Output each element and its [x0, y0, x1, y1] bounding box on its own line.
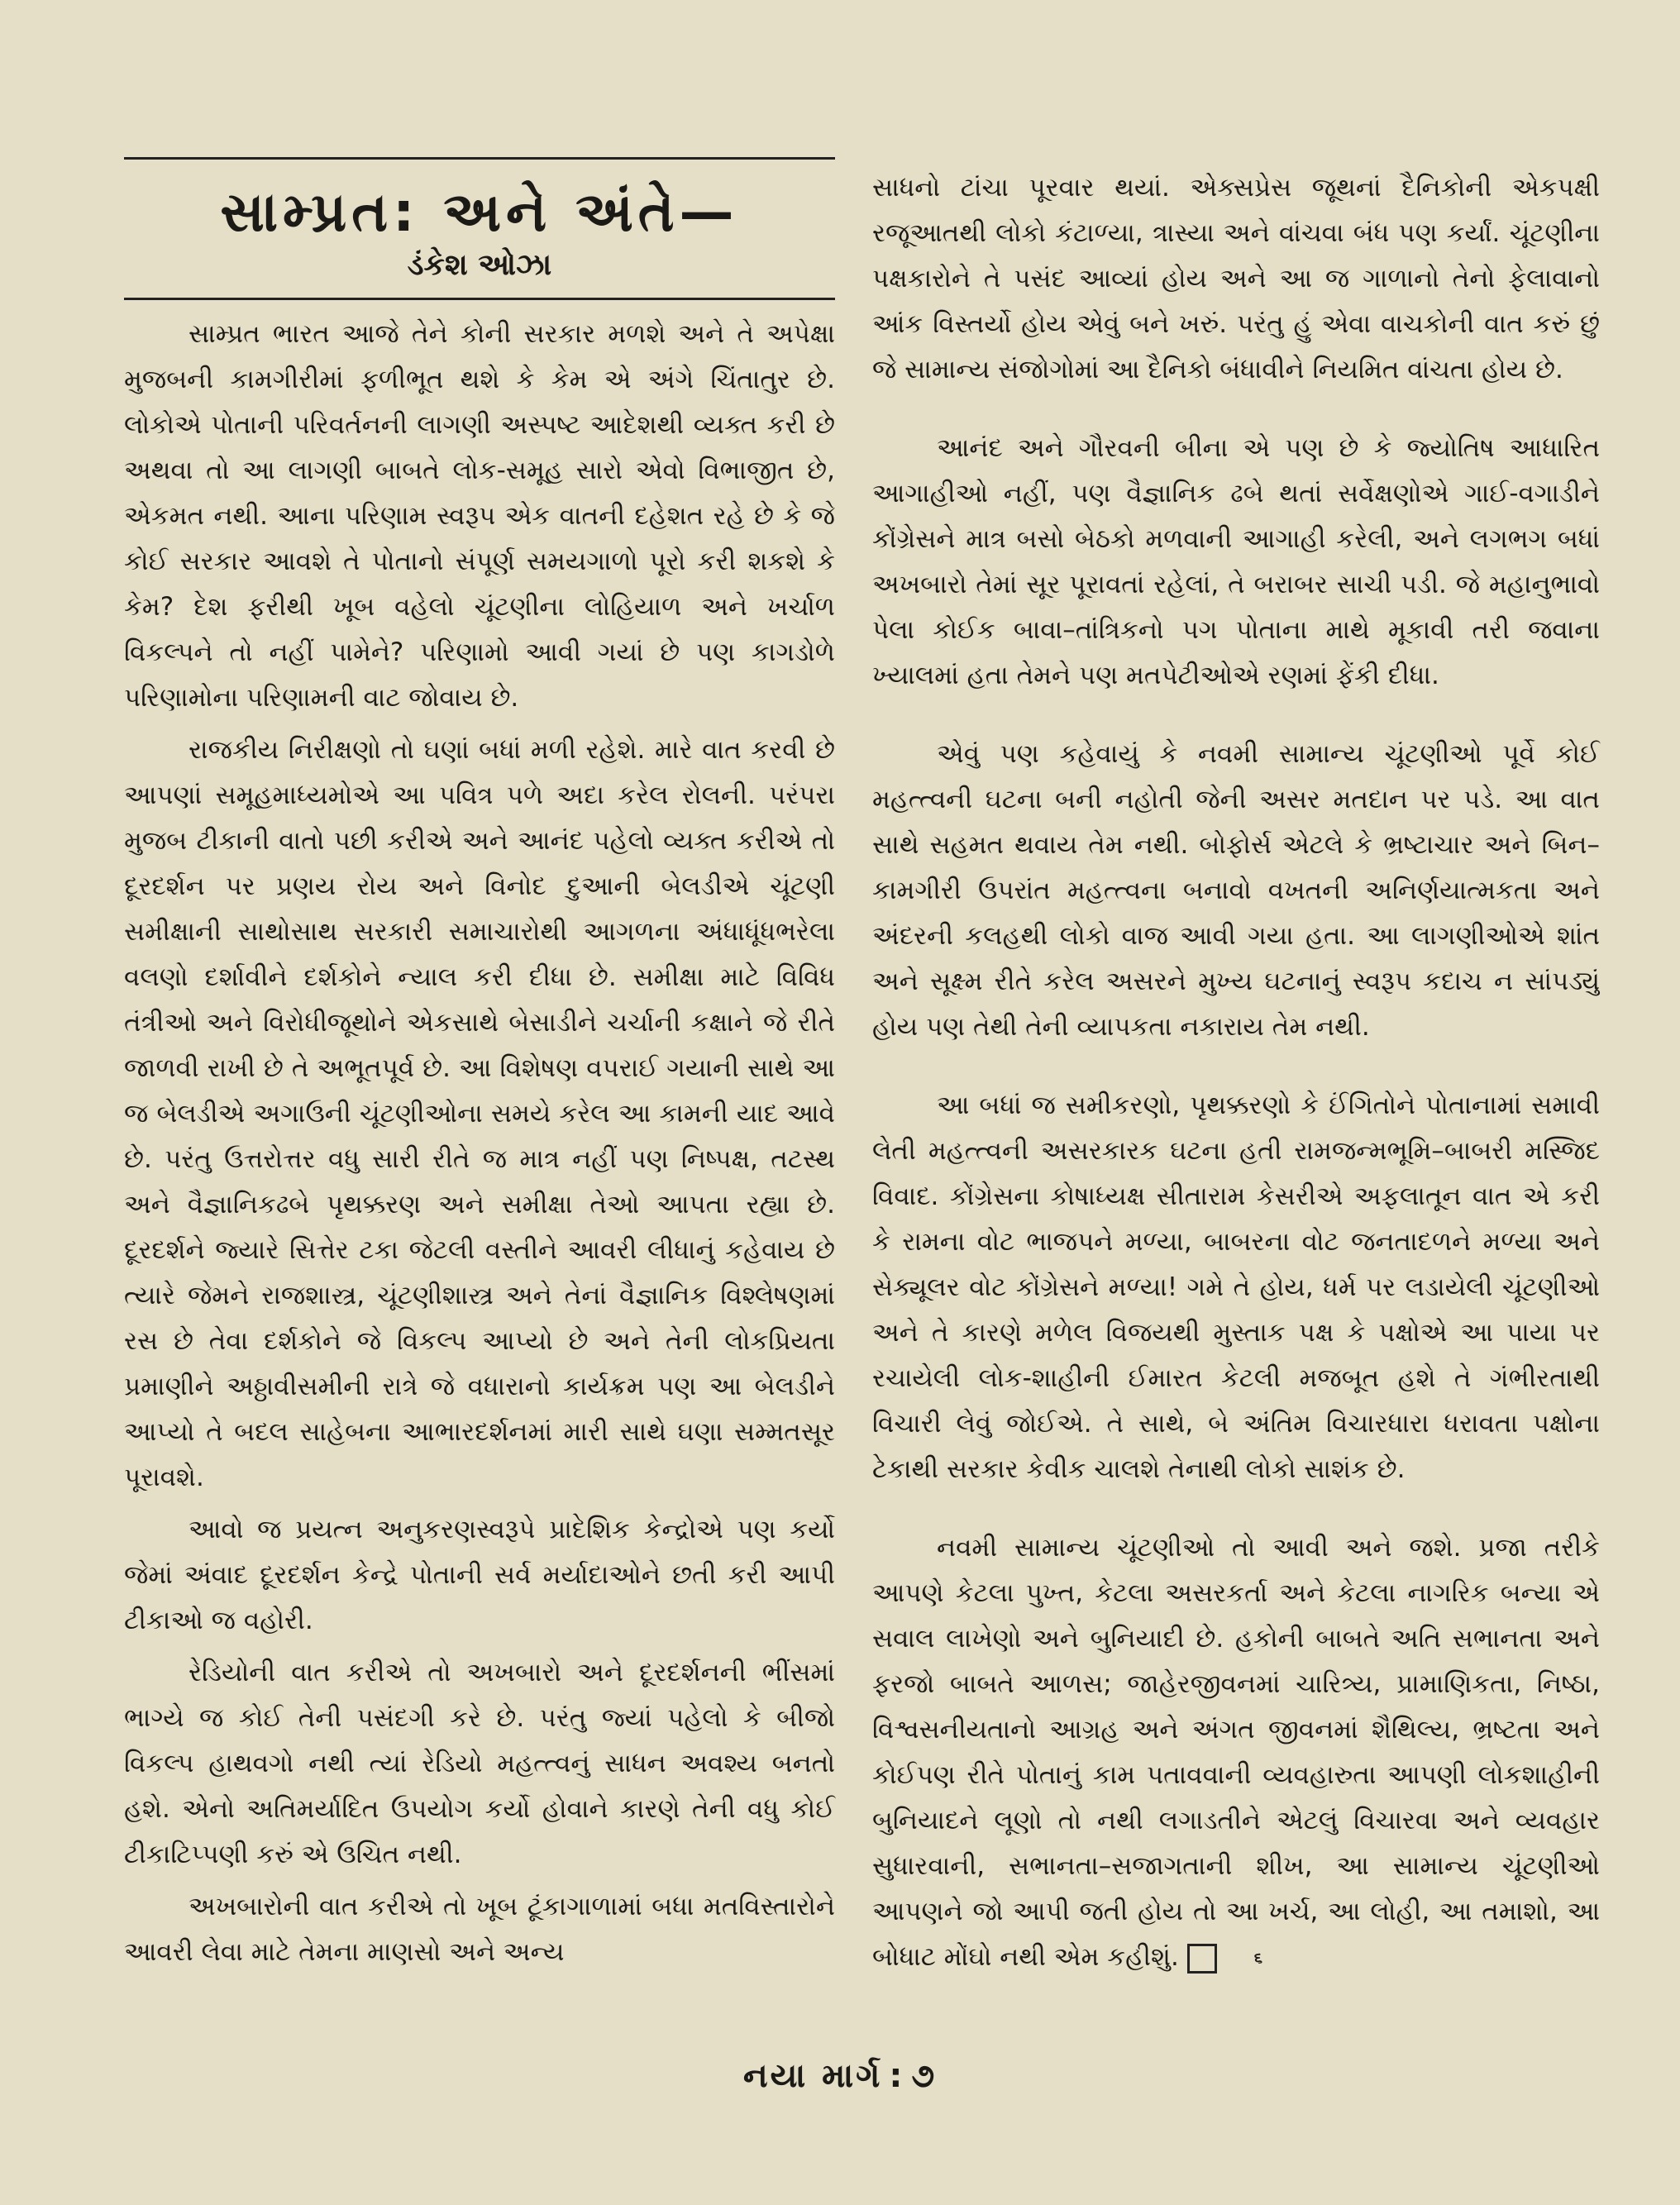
footer-separator: : [889, 2057, 905, 2095]
article-title: સામ્પ્રત: અને અંતે— [220, 180, 739, 244]
right-paragraph-1: સાધનો ટાંચા પૂરવાર થયાં. એક્સપ્રેસ જૂથનાં દૈનિકોની એકપક્ષી રજૂઆતથી લોકો કંટાળ્યા, ત્રાસ્યા અને વાંચવા બંધ પણ કર્યાં. ચૂંટણીના પક્ષકારોને તે પસંદ આવ્યાં હોય અને આ જ ગાળાનો તેનો ફેલાવાનો આંક વિસ્તર્યો હોય એવું બને ખરું. પરંતુ હું એવા વાચકોની વાત કરું છું જે સામાન્ય સંજોગોમાં આ દૈનિકો બંધાવીને નિયમિત વાંચતા હોય છે. [872, 173, 1600, 384]
right-column [872, 157, 1600, 1980]
footer-magazine-name: નયા માર્ગ [742, 2057, 883, 2095]
left-column [124, 157, 835, 1975]
top-rule [124, 157, 835, 160]
right-paragraph-2: આનંદ અને ગૌરવની બીના એ પણ છે કે જ્યોતિષ આધારિત આગાહીઓ નહીં, પણ વૈજ્ઞાનિક ઢબે થતાં સર્વેક્ષણોએ ગાઈ-વગાડીને કોંગ્રેસને માત્ર બસો બેઠકો મળવાની આગાહી કરેલી, અને લગભગ બધાં અખબારો તેમાં સૂર પૂરાવતાં રહેલાં, તે બરાબર સાચી પડી. જે મહાનુભાવો પેલા કોઈક બાવા–તાંત્રિકનો પગ પોતાના માથે મૂકાવી તરી જવાના ખ્યાલમાં હતા તેમને પણ મતપેટીઓએ રણમાં ફેંકી દીધા. [872, 433, 1600, 690]
right-paragraph-5-text: નવમી સામાન્ય ચૂંટણીઓ તો આવી અને જશે. પ્રજા તરીકે આપણે કેટલા પુખ્ત, કેટલા અસરકર્તા અને કેટલા નાગરિક બન્યા એ સવાલ લાખેણો અને બુનિયાદી છે. હકોની બાબતે અતિ સભાનતા અને ફરજો બાબતે આળસ; જાહેરજીવનમાં ચારિત્ર્ય, પ્રામાણિકતા, નિષ્ઠા, વિશ્વસનીયતાનો આગ્રહ અને અંગત જીવનમાં શૈથિલ્ય, ભ્રષ્ટતા અને કોઈપણ રીતે પોતાનું કામ પતાવવાની વ્યવહારુતા આપણી લોકશાહીની બુનિયાદને લૂણો તો નથી લગાડતીને એટલું વિચારવા અને વ્યવહાર સુધારવાની, સભાનતા–સજાગતાની શીખ, આ સામાન્ય ચૂંટણીઓ આપણને જો આપી જતી હોય તો આ ખર્ચ, આ લોહી, આ તમાશો, આ બોધાટ મોંઘો નથી એમ કહીશું. [872, 1533, 1600, 1972]
right-paragraph-4: આ બધાં જ સમીકરણો, પૃથક્કરણો કે ઈંગિતોને પોતાનામાં સમાવી લેતી મહત્ત્વની અસરકારક ઘટના હતી રામજન્મભૂમિ–બાબરી મસ્જિદ વિવાદ. કોંગ્રેસના કોષાધ્યક્ષ સીતારામ કેસરીએ અફલાતૂન વાત એ કરી કે રામના વોટ ભાજપને મળ્યા, બાબરના વોટ જનતાદળને મળ્યા અને સેક્યૂલર વોટ કોંગ્રેસને મળ્યા! ગમે તે હોય, ધર્મ પર લડાયેલી ચૂંટણીઓ અને તે કારણે મળેલ વિજયથી મુસ્તાક પક્ષ કે પક્ષોએ આ પાયા પર રચાયેલી લોક-શાહીની ઈમારત કેટલી મજબૂત હશે તે ગંભીરતાથી વિચારી લેવું જોઈએ. તે સાથે, બે અંતિમ વિચારધારા ધરાવતા પક્ષોના ટેકાથી સરકાર કેવીક ચાલશે તેનાથી લોકો સાશંક છે. [872, 1091, 1600, 1484]
end-of-article-mark: ૬ [1187, 1944, 1217, 1974]
left-paragraph-5: અખબારોની વાત કરીએ તો ખૂબ ટૂંકાગાળામાં બધા મતવિસ્તારોને આવરી લેવા માટે તેમના માણસો અને અન્ય [124, 1891, 835, 1967]
left-paragraph-3: આવો જ પ્રયત્ન અનુકરણસ્વરૂપે પ્રાદેશિક કેન્દ્રોએ પણ કર્યો જેમાં અંવાદ દૂરદર્શન કેન્દ્રે પોતાની સર્વ મર્યાદાઓને છતી કરી આપી ટીકાઓ જ વહોરી. [124, 1514, 835, 1635]
left-paragraph-4: રેડિયોની વાત કરીએ તો અખબારો અને દૂરદર્શનની ભીંસમાં ભાગ્યે જ કોઈ તેની પસંદગી કરે છે. પરંતુ જ્યાં પહેલો કે બીજો વિકલ્પ હાથવગો નથી ત્યાં રેડિયો મહત્ત્વનું સાધન અવશ્ય બનતો હશે. એનો અતિમર્યાદિત ઉપયોગ કર્યો હોવાને કારણે તેની વધુ કોઈ ટીકાટિપ્પણી કરું એ ઉચિત નથી. [124, 1657, 835, 1869]
article-author: ડંકેશ ઓઝા [407, 247, 552, 282]
page-footer [0, 2057, 1680, 2095]
right-paragraph-3: એવું પણ કહેવાયું કે નવમી સામાન્ય ચૂંટણીઓ પૂર્વે કોઈ મહત્ત્વની ઘટના બની નહોતી જેની અસર મતદાન પર પડે. આ વાત સાથે સહમત થવાય તેમ નથી. બોફોર્સ એટલે કે ભ્રષ્ટાચાર અને બિન–કામગીરી ઉપરાંત મહત્ત્વના બનાવો વખતની અનિર્ણયાત્મકતા અને અંદરની કલહથી લોકો વાજ આવી ગયા હતા. આ લાગણીઓએ શાંત અને સૂક્ષ્મ રીતે કરેલ અસરને મુખ્ય ઘટનાનું સ્વરૂપ કદાચ ન સાંપડ્યું હોય પણ તેથી તેની વ્યાપકતા નકારાય તેમ નથી. [872, 739, 1600, 1042]
footer-page-number: ૭ [911, 2057, 938, 2095]
left-paragraph-1: સામ્પ્રત ભારત આજે તેને કોની સરકાર મળશે અને તે અપેક્ષા મુજબની કામગીરીમાં ફળીભૂત થશે કે કેમ એ અંગે ચિંતાતુર છે. લોકોએ પોતાની પરિવર્તનની લાગણી અસ્પષ્ટ આદેશથી વ્યક્ત કરી છે અથવા તો આ લાગણી બાબતે લોક-સમૂહ સારો એવો વિભાજીત છે, એકમત નથી. આના પરિણામ સ્વરૂપ એક વાતની દહેશત રહે છે કે જે કોઈ સરકાર આવશે તે પોતાનો સંપૂર્ણ સમયગાળો પૂરો કરી શકશે કે કેમ? દેશ ફરીથી ખૂબ વહેલો ચૂંટણીના લોહિયાળ અને ખર્ચાળ વિકલ્પને તો નહીં પામેને? પરિણામો આવી ગયાં છે પણ કાગડોળે પરિણામોના પરિણામની વાટ જોવાય છે. [124, 318, 835, 713]
left-paragraph-2: રાજકીય નિરીક્ષણો તો ઘણાં બધાં મળી રહેશે. મારે વાત કરવી છે આપણાં સમૂહમાધ્યમોએ આ પવિત્ર પળે અદા કરેલ રોલની. પરંપરા મુજબ ટીકાની વાતો પછી કરીએ અને આનંદ પહેલો વ્યક્ત કરીએ તો દૂરદર્શન પર પ્રણય રોય અને વિનોદ દુઆની બેલડીએ ચૂંટણી સમીક્ષાની સાથોસાથ સરકારી સમાચારોથી આગળના અંધાધૂંધભરેલા વલણો દર્શાવીને દર્શકોને ન્યાલ કરી દીધા છે. સમીક્ષા માટે વિવિધ તંત્રીઓ અને વિરોધીજૂથોને એકસાથે બેસાડીને ચર્ચાની કક્ષાને જે રીતે જાળવી રાખી છે તે અભૂતપૂર્વ છે. આ વિશેષણ વપરાઈ ગયાની સાથે આ જ બેલડીએ અગાઉની ચૂંટણીઓના સમયે કરેલ આ કામની યાદ આવે છે. પરંતુ ઉત્તરોત્તર વધુ સારી રીતે જ માત્ર નહીં પણ નિષ્પક્ષ, તટસ્થ અને વૈજ્ઞાનિકઢબે પૃથક્કરણ અને સમીક્ષા તેઓ આપતા રહ્યા છે. દૂરદર્શને જ્યારે સિત્તેર ટકા જેટલી વસ્તીને આવરી લીધાનું કહેવાય છે ત્યારે જેમને રાજશાસ્ત્ર, ચૂંટણીશાસ્ત્ર અને તેનાં વૈજ્ઞાનિક વિશ્લેષણમાં રસ છે તેવા દર્શકોને જે વિકલ્પ આપ્યો છે અને તેની લોકપ્રિયતા પ્રમાણીને અઠ્ઠાવીસમીની રાત્રે જે વધારાનો કાર્યક્રમ પણ આ બેલડીને આપ્યો તે બદલ સાહેબના આભારદર્શનમાં મારી સાથે ઘણા સમ્મતસૂર પૂરાવશે. [124, 734, 835, 1492]
byline-rule [124, 298, 835, 300]
right-paragraph-5 [872, 1525, 1600, 1980]
